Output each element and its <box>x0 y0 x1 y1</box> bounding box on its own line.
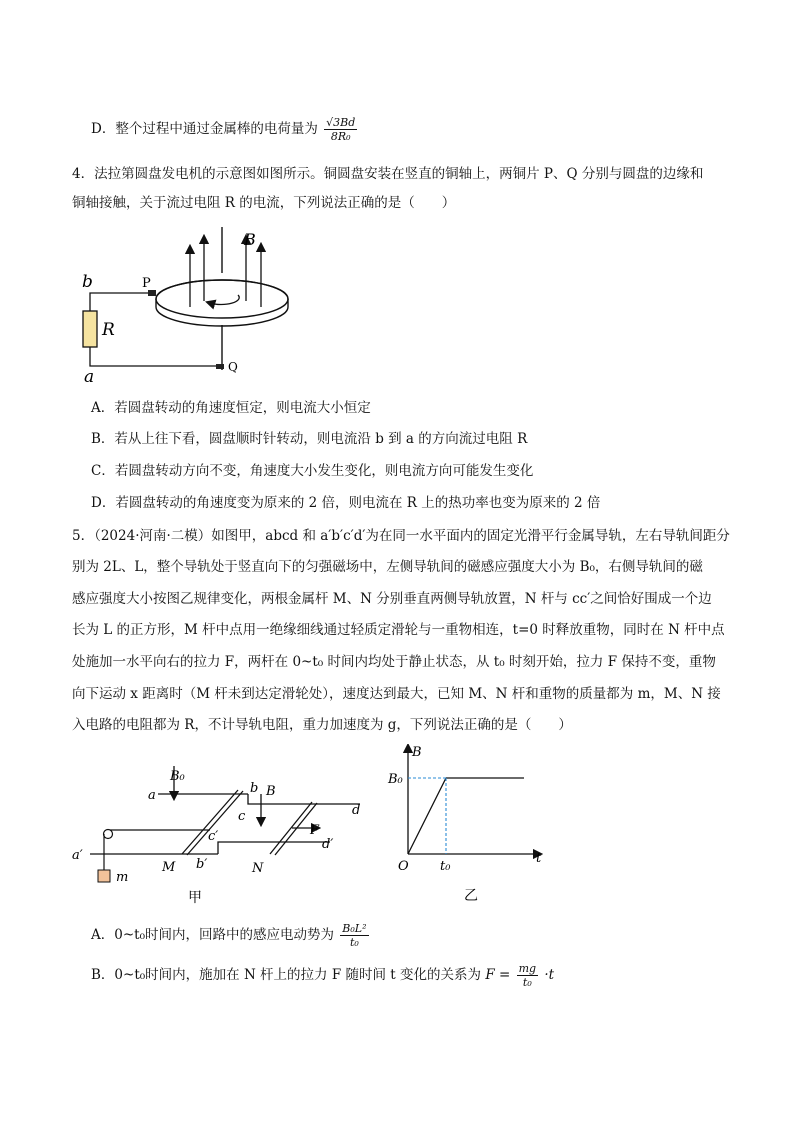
b-curve <box>408 778 524 854</box>
svg-text:t: t <box>536 851 542 866</box>
resistor-r <box>83 311 97 347</box>
q5-figure-graph <box>386 744 556 904</box>
svg-text:m: m <box>116 870 129 885</box>
svg-text:a′: a′ <box>72 848 83 863</box>
q4-disc-generator-figure <box>78 225 308 385</box>
svg-text:乙: 乙 <box>464 888 478 904</box>
q3-option-d: D．整个过程中通过金属棒的电荷量为 $\frac{√3Bd}{\text{8R₀}}$ <box>91 116 356 143</box>
q5-stem-line-2: 别为 2L、L，整个导轨处于竖直向下的匀强磁场中，左侧导轨间的磁感应强度大小为 B₀，右侧导轨间的磁 <box>72 559 703 575</box>
q5-stem-line-4: 长为 L 的正方形，M 杆中点用一绝缘细线通过轻质定滑轮与一重物相连，t=0 时释放重物，同时在 N 杆中点 <box>72 622 725 638</box>
q4-option-b: B．若从上往下看，圆盘顺时针转动，则电流沿 b 到 a 的方向流过电阻 R <box>91 431 528 447</box>
svg-text:N: N <box>252 861 264 876</box>
svg-text:B: B <box>412 745 422 760</box>
svg-text:P: P <box>142 276 151 291</box>
svg-text:R: R <box>102 320 115 340</box>
q5-figure-rails <box>70 760 380 910</box>
svg-text:a: a <box>148 788 156 803</box>
q5-stem-line-7: 入电路的电阻都为 R，不计导轨电阻，重力加速度为 g，下列说法正确的是（ ） <box>72 717 572 733</box>
q5-stem-line-3: 感应强度大小按图乙规律变化，两根金属杆 M、N 分别垂直两侧导轨放置，N 杆与 cc′之间恰好围成一个边 <box>72 591 712 607</box>
q5-option-a: A．0~t₀时间内，回路中的感应电动势为 $\frac{\text{B₀L²}}{\text{t₀}}$ <box>91 922 367 949</box>
q5-option-b: B．0~t₀时间内，施加在 N 杆上的拉力 F 随时间 t 变化的关系为 F = $\frac{mg}{\text{t₀}}$ ·t <box>91 962 555 989</box>
q4-stem-line-2: 铜轴接触，关于流过电阻 R 的电流，下列说法正确的是（ ） <box>72 195 456 211</box>
svg-text:a: a <box>84 367 95 385</box>
q5-stem-line-6: 向下运动 x 距离时（M 杆未到达定滑轮处），速度达到最大，已知 M、N 杆和重物的质量都为 m，M、N 接 <box>72 686 721 702</box>
q4-stem-line-1: 4．法拉第圆盘发电机的示意图如图所示。铜圆盘安装在竖直的铜轴上，两铜片 P、Q 分别与圆盘的边缘和 <box>72 166 704 182</box>
svg-text:b: b <box>82 272 93 292</box>
svg-text:B: B <box>244 230 256 249</box>
svg-text:b: b <box>250 781 259 796</box>
brush-q <box>216 364 224 369</box>
svg-text:B: B <box>266 784 276 799</box>
svg-text:b′: b′ <box>196 857 208 872</box>
svg-text:c: c <box>238 809 246 824</box>
svg-text:c′: c′ <box>208 829 219 844</box>
svg-text:d: d <box>352 803 361 818</box>
svg-text:d′: d′ <box>322 837 334 852</box>
q4-option-a: A．若圆盘转动的角速度恒定，则电流大小恒定 <box>91 400 371 416</box>
pulley <box>104 830 113 839</box>
svg-text:O: O <box>398 859 409 874</box>
svg-text:t₀: t₀ <box>440 859 451 874</box>
q4-option-c: C．若圆盘转动方向不变，角速度大小发生变化，则电流方向可能发生变化 <box>91 463 534 479</box>
weight-m <box>98 870 110 882</box>
q5-option-b-fraction: $\frac{mg}{\text{t₀}}$ <box>518 962 537 989</box>
q5-stem-line-1: 5．（2024·河南·二模）如图甲，abcd 和 a′b′c′d′为在同一水平面内的固定光滑平行金属导轨，左右导轨间距分 <box>72 528 730 544</box>
svg-text:F: F <box>310 823 320 838</box>
q3-option-d-fraction: $\frac{√3Bd}{\text{8R₀}}$ <box>326 116 356 143</box>
q4-option-d: D．若圆盘转动的角速度变为原来的 2 倍，则电流在 R 上的热功率也变为原来的 2 倍 <box>91 495 601 511</box>
svg-text:甲: 甲 <box>188 890 202 906</box>
svg-text:B₀: B₀ <box>388 772 403 787</box>
q5-option-a-fraction: $\frac{\text{B₀L²}}{\text{t₀}}$ <box>342 922 367 949</box>
svg-text:Q: Q <box>228 360 238 374</box>
q5-stem-line-5: 处施加一水平向右的拉力 F，两杆在 0~t₀ 时间内均处于静止状态，从 t₀ 时刻开始，拉力 F 保持不变，重物 <box>72 654 716 670</box>
svg-text:M: M <box>162 860 176 875</box>
svg-text:B₀: B₀ <box>170 769 185 784</box>
rod-m <box>182 790 238 854</box>
